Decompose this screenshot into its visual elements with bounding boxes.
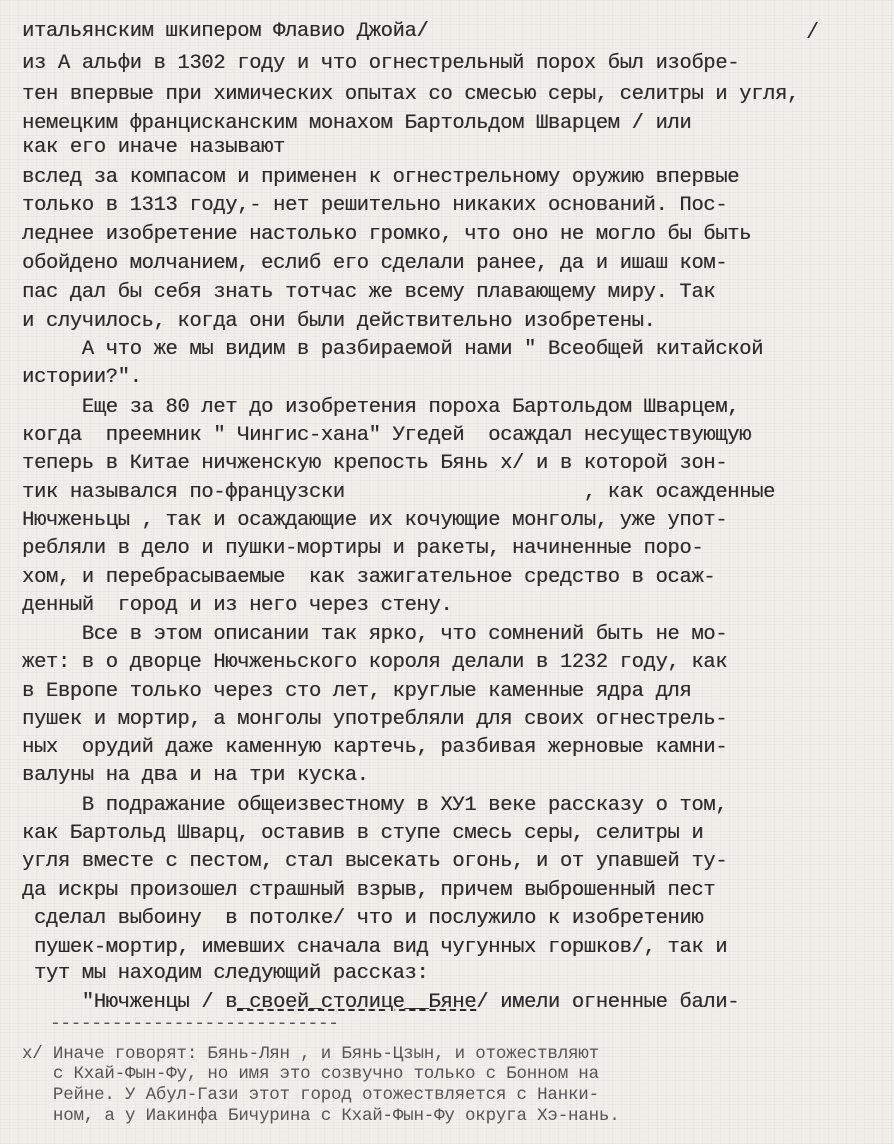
text-line-14: Еще за 80 лет до изобретения пороха Бартольдом Шварцем, [22,396,740,419]
text-line-6: вслед за компасом и применен к огнестрельному оружию впервые [22,166,740,189]
footnote-line-1: х/ Иначе говорят: Бянь-Лян , и Бянь-Цзын, и отожествляют [22,1044,599,1064]
footnote-line-2: с Кхай-Фын-Фу, но имя это созвучно только с Бонном на [22,1064,599,1084]
text-line-16: теперь в Китае ничженскую крепость Бянь х/ и в которой зон- [22,452,728,475]
text-line-28: В подражание общеизвестному в ХУ1 веке рассказу о том, [22,794,728,817]
text-line-19: ребляли в дело и пушки-мортиры и ракеты, начиненные поро- [22,537,704,560]
line-prefix: "Нючженцы / в [22,991,238,1014]
text-line-21: денный город и из него через стену. [22,594,453,617]
footnote-separator: ---------------------------- [50,1014,339,1034]
text-line-2: из А альфи в 1302 году и что огнестрельный порох был изобре- [22,52,740,75]
text-line-9: обойдено молчанием, еслиб его сделали ранее, да и ишаш ком- [22,252,728,275]
text-line-18: Нючженьцы , так и осаждающие их кочующие монголы, уже упот- [22,509,728,532]
text-line-11: и случилось, когда они были действительно изобретены. [22,310,656,333]
text-line-12: А что же мы видим в разбираемой нами " Всеобщей китайской [22,338,764,361]
text-line-13: истории?". [22,366,142,389]
text-line-23: жет: в о дворце Нючженьского короля делали в 1232 году, как [22,651,728,674]
text-line-27: валуны на два и на три куска. [22,764,369,787]
text-line-30: угля вместе с пестом, стал высекать огонь, и от упавшей ту- [22,850,728,873]
text-line-20: хом, и перебрасываемые как зажигательное средство в осаж- [22,566,716,589]
text-line-10: пас дал бы себя знать тотчас же всему плавающему миру. Так [22,281,716,304]
text-line-7: только в 1313 году,- нет решительно никаких оснований. Пос- [22,194,728,217]
text-line-25: пушек и мортир, а монголы употребляли для своих огнестрель- [22,708,728,731]
text-line-34: тут мы находим следующий рассказ: [22,962,429,985]
text-line-22: Все в этом описании так ярко, что сомнений быть не мо- [22,623,728,646]
text-line-31: да искры произошел страшный взрыв, причем выброшенный пест [22,879,716,902]
text-line-35 [22,993,739,1014]
text-line-3: тен впервые при химических опытах со смесью серы, селитры и угля, [22,83,799,106]
footnote-line-4: ном, а у Иакинфа Бичурина с Кхай-Фын-Фу округа Хэ-нань. [22,1106,620,1126]
text-line-5: как его иначе называют [22,136,285,159]
underlined-phrase: _своей_столице__Бяне [237,991,477,1014]
text-line-26: ных орудий даже каменную картечь, разбивая жерновые камни- [22,736,728,759]
text-line-17: тик назывался по-французски , как осажденные [22,481,775,504]
text-line-32: сделал выбоину в потолке/ что и послужило к изобретению [22,907,704,930]
text-line-4: немецким францисканским монахом Бартольдом Шварцем / или [22,112,692,135]
text-line-8: леднее изобретение настолько громко, что оно не могло бы быть [22,223,752,246]
line-suffix: / имели огненные бали- [476,991,740,1014]
margin-mark: / [806,20,820,45]
text-line-15: когда преемник " Чингис-хана" Угедей осаждал несуществующую [22,424,752,447]
text-line-24: в Европе только через сто лет, круглые каменные ядра для [22,680,692,703]
text-line-33: пушек-мортир, имевших сначала вид чугунных горшков/, так и [22,936,728,959]
footnote-line-3: Рейне. У Абул-Гази этот город отожествляется с Нанки- [22,1085,599,1105]
text-line-1: итальянским шкипером Флавио Джойа/ [22,20,429,43]
text-line-29: как Бартольд Шварц, оставив в ступе смесь серы, селитры и [22,822,704,845]
